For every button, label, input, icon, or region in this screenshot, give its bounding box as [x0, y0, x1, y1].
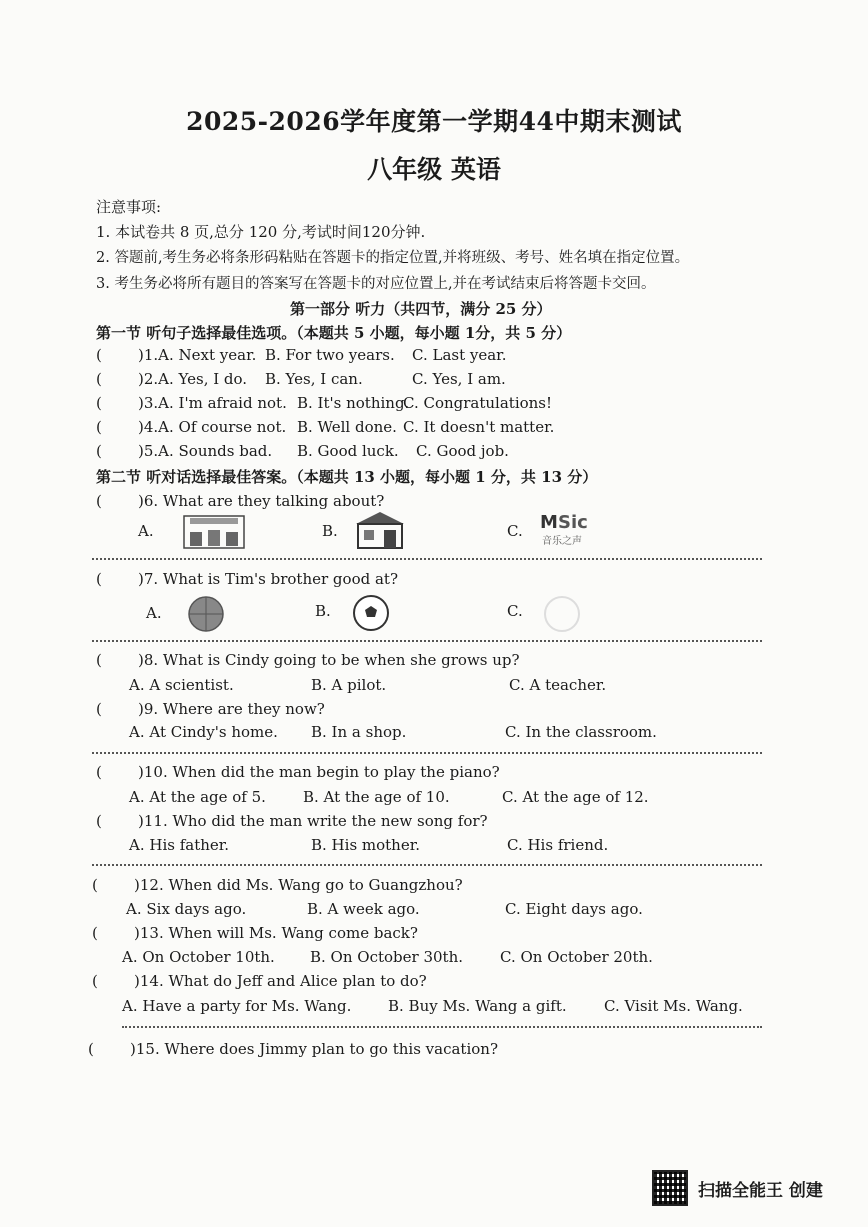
- option-b: B. Yes, I can.: [265, 370, 363, 388]
- answer-paren[interactable]: (: [92, 924, 98, 942]
- question-stem: )8. What is Cindy going to be when she grows up?: [138, 651, 520, 669]
- option-c: C. It doesn't matter.: [403, 418, 555, 436]
- option-c: C. Eight days ago.: [505, 900, 643, 918]
- separator: [92, 640, 762, 642]
- question-stem: )9. Where are they now?: [138, 700, 325, 718]
- answer-paren[interactable]: (: [96, 700, 102, 718]
- option-a: A. At Cindy's home.: [129, 723, 278, 741]
- answer-paren[interactable]: (: [96, 418, 102, 436]
- building-picture-icon: [352, 508, 408, 552]
- answer-paren[interactable]: (: [96, 346, 102, 364]
- option-c: C. Good job.: [416, 442, 509, 460]
- separator: [92, 752, 762, 754]
- option-a: A. His father.: [129, 836, 230, 854]
- option-b: B. Buy Ms. Wang a gift.: [388, 997, 567, 1015]
- option-b: B. Well done.: [297, 418, 397, 436]
- option-b: B. At the age of 10.: [303, 788, 450, 806]
- question-option-a: )2.A. Yes, I do.: [138, 370, 248, 388]
- option-c: C. Yes, I am.: [412, 370, 506, 388]
- question-option-a: )1.A. Next year.: [138, 346, 257, 364]
- option-b: B. It's nothing.: [297, 394, 410, 412]
- option-c: C. A teacher.: [509, 676, 607, 694]
- option-b: B. Good luck.: [297, 442, 399, 460]
- option-c: C. Visit Ms. Wang.: [604, 997, 743, 1015]
- option-b: B. For two years.: [265, 346, 395, 364]
- separator: [122, 1026, 762, 1028]
- option-c: C. Congratulations!: [403, 394, 553, 412]
- part1-heading: 第一部分 听力（共四节，满分 25 分）: [290, 300, 552, 318]
- svg-text:M: M: [540, 512, 558, 533]
- option-b: B. A week ago.: [307, 900, 420, 918]
- note-item-1: 1. 本试卷共 8 页,总分 120 分,考试时间120分钟.: [96, 223, 426, 241]
- question-stem: )10. When did the man begin to play the piano?: [138, 763, 500, 781]
- option-c: C. In the classroom.: [505, 723, 657, 741]
- option-c: C. On October 20th.: [500, 948, 653, 966]
- scanner-watermark: [652, 1170, 823, 1206]
- answer-paren[interactable]: (: [96, 651, 102, 669]
- option-b: B. On October 30th.: [310, 948, 464, 966]
- answer-paren[interactable]: (: [96, 442, 102, 460]
- option-b: B. In a shop.: [311, 723, 407, 741]
- section1-heading: 第一节 听句子选择最佳选项。（本题共 5 小题，每小题 1分，共 5 分）: [96, 324, 572, 342]
- option-b-label: B.: [322, 522, 338, 540]
- question-stem: )15. Where does Jimmy plan to go this vacation?: [130, 1040, 498, 1058]
- question-option-a: )5.A. Sounds bad.: [138, 442, 273, 460]
- music-caption: 音乐之声: [542, 536, 582, 547]
- option-a-label: A.: [146, 604, 162, 622]
- question-option-a: )3.A. I'm afraid not.: [138, 394, 287, 412]
- exam-title: 2025-2026学年度第一学期44中期末测试: [186, 107, 682, 136]
- answer-paren[interactable]: (: [92, 876, 98, 894]
- scanner-text: 扫描全能王 创建: [698, 1180, 823, 1201]
- option-a: A. At the age of 5.: [129, 788, 266, 806]
- option-a: A. A scientist.: [129, 676, 234, 694]
- option-a: A. On October 10th.: [122, 948, 275, 966]
- basketball-icon: [186, 594, 226, 634]
- drama-picture-icon: [182, 512, 246, 552]
- question-stem: )13. When will Ms. Wang come back?: [134, 924, 418, 942]
- option-c-label: C.: [507, 522, 523, 540]
- question-stem: )12. When did Ms. Wang go to Guangzhou?: [134, 876, 463, 894]
- option-c: C. At the age of 12.: [502, 788, 649, 806]
- option-a-label: A.: [138, 522, 154, 540]
- svg-text:Sic: Sic: [558, 512, 588, 533]
- option-b: B. A pilot.: [311, 676, 387, 694]
- option-c: C. Last year.: [412, 346, 507, 364]
- option-b-label: B.: [315, 602, 331, 620]
- note-item-2: 2. 答题前,考生务必将条形码粘贴在答题卡的指定位置,并将班级、考号、姓名填在指定位置。: [96, 250, 690, 266]
- note-item-3: 3. 考生务必将所有题目的答案写在答题卡的对应位置上,并在考试结束后将答题卡交回。: [96, 276, 656, 292]
- qr-code-icon: [652, 1170, 688, 1206]
- answer-paren[interactable]: (: [88, 1040, 94, 1058]
- separator: [92, 558, 762, 560]
- question-stem: )14. What do Jeff and Alice plan to do?: [134, 972, 427, 990]
- option-c-label: C.: [507, 602, 523, 620]
- ball-icon-faded: [540, 592, 584, 636]
- exam-subtitle: 八年级 英语: [367, 155, 501, 184]
- separator: [92, 864, 762, 866]
- option-c: C. His friend.: [507, 836, 609, 854]
- section2-heading: 第二节 听对话选择最佳答案。（本题共 13 小题，每小题 1 分，共 13 分）: [96, 468, 598, 486]
- notes-heading: 注意事项:: [96, 198, 162, 216]
- answer-paren[interactable]: (: [96, 370, 102, 388]
- option-a: A. Have a party for Ms. Wang.: [122, 997, 352, 1015]
- soccer-ball-icon: [350, 592, 392, 634]
- option-b: B. His mother.: [311, 836, 421, 854]
- answer-paren[interactable]: (: [96, 763, 102, 781]
- question-stem: )7. What is Tim's brother good at?: [138, 570, 398, 588]
- question-stem: )6. What are they talking about?: [138, 492, 385, 510]
- question-stem: )11. Who did the man write the new song for?: [138, 812, 488, 830]
- answer-paren[interactable]: (: [96, 394, 102, 412]
- answer-paren[interactable]: (: [96, 812, 102, 830]
- answer-paren[interactable]: (: [96, 570, 102, 588]
- option-a: A. Six days ago.: [126, 900, 247, 918]
- answer-paren[interactable]: (: [96, 492, 102, 510]
- answer-paren[interactable]: (: [92, 972, 98, 990]
- question-option-a: )4.A. Of course not.: [138, 418, 287, 436]
